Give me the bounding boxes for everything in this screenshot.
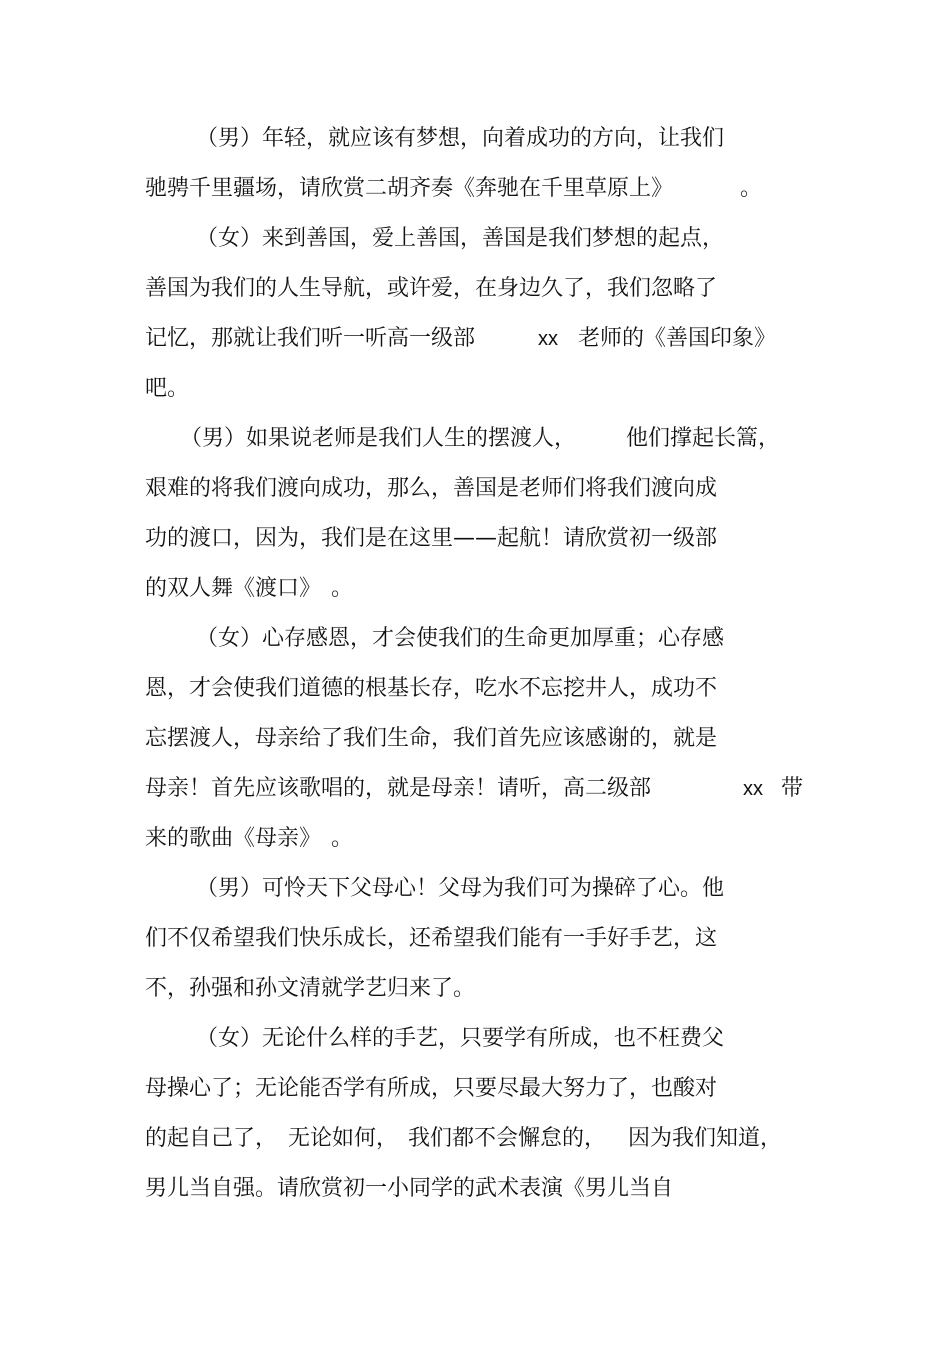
paragraph-2-line-3: 记忆，那就让我们听一听高一级部 <box>145 326 476 351</box>
paragraph-4-line-5-period: 。 <box>331 826 354 851</box>
paragraph-5-line-3: 不，孙强和孙文清就学艺归来了。 <box>145 976 476 1001</box>
paragraph-3-line-1: （男）如果说老师是我们人生的摆渡人， <box>180 426 577 451</box>
paragraph-4-line-2: 恩，才会使我们道德的根基长存，吃水不忘挖井人，成功不 <box>145 676 718 701</box>
paragraph-4-line-4: 母亲！首先应该歌唱的，就是母亲！请听，高二级部 <box>145 776 652 801</box>
paragraph-3-line-1-end: 他们撑起长篙， <box>626 426 781 451</box>
paragraph-4-line-1: （女）心存感恩，才会使我们的生命更加厚重；心存感 <box>196 626 725 651</box>
paragraph-3-line-4: 的双人舞《渡口》 <box>145 576 322 601</box>
paragraph-4-xx: xx <box>743 778 763 800</box>
paragraph-2-line-3-end: 老师的《善国印象》 <box>578 326 777 351</box>
paragraph-1-line-1: （男）年轻，就应该有梦想，向着成功的方向，让我们 <box>196 126 725 151</box>
paragraph-6-line-3-part-4: 因为我们知道， <box>628 1126 783 1151</box>
paragraph-6-line-3-part-1: 的起自己了， <box>145 1126 278 1151</box>
paragraph-2-line-1: （女）来到善国，爱上善国，善国是我们梦想的起点， <box>196 226 725 251</box>
paragraph-4-line-5: 来的歌曲《母亲》 <box>145 826 322 851</box>
paragraph-4-line-3: 忘摆渡人，母亲给了我们生命，我们首先应该感谢的，就是 <box>145 726 718 751</box>
paragraph-2-line-4: 吧。 <box>145 376 190 401</box>
paragraph-2-xx: xx <box>538 328 558 350</box>
paragraph-6-line-1: （女）无论什么样的手艺，只要学有所成，也不枉费父 <box>196 1026 725 1051</box>
paragraph-2-line-2: 善国为我们的人生导航，或许爱，在身边久了，我们忽略了 <box>145 276 718 301</box>
paragraph-1-line-2-period: 。 <box>740 176 763 201</box>
paragraph-6-line-4: 男儿当自强。请欣赏初一小同学的武术表演《男儿当自 <box>145 1176 674 1201</box>
paragraph-3-line-2: 艰难的将我们渡向成功，那么，善国是老师们将我们渡向成 <box>145 476 718 501</box>
paragraph-6-line-2: 母操心了；无论能否学有所成，只要尽最大努力了，也酸对 <box>145 1076 718 1101</box>
paragraph-5-line-2: 们不仅希望我们快乐成长，还希望我们能有一手好手艺，这 <box>145 926 718 951</box>
paragraph-5-line-1: （男）可怜天下父母心！父母为我们可为操碎了心。他 <box>196 876 725 901</box>
paragraph-3-line-3: 功的渡口，因为，我们是在这里——起航！请欣赏初一级部 <box>145 526 718 551</box>
paragraph-3-line-4-period: 。 <box>331 576 354 601</box>
paragraph-1-line-2: 驰骋千里疆场，请欣赏二胡齐奏《奔驰在千里草原上》 <box>145 176 674 201</box>
paragraph-4-line-4-end: 带 <box>781 776 804 801</box>
paragraph-6-line-3-part-3: 我们都不会懈怠的， <box>408 1126 607 1151</box>
paragraph-6-line-3-part-2: 无论如何， <box>288 1126 399 1151</box>
